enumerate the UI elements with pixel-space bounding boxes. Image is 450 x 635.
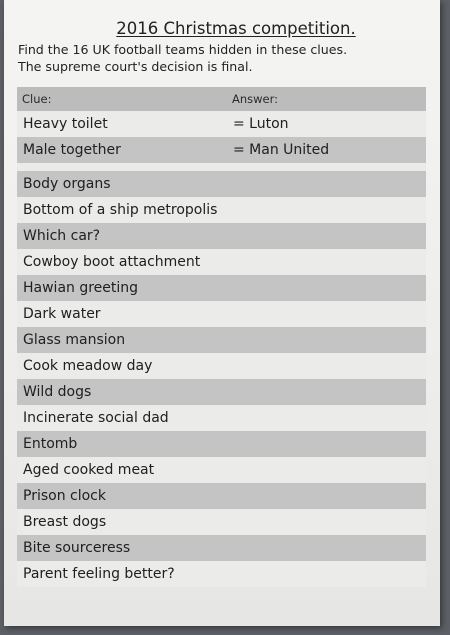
answer-column-header: Answer:	[232, 92, 279, 106]
table-row	[17, 275, 426, 301]
page-title: 2016 Christmas competition.	[116, 19, 356, 38]
instructions-line-2: The supreme court's decision is final.	[18, 58, 253, 74]
table-row	[17, 509, 426, 535]
table-header	[17, 87, 426, 111]
clue-cell: Breast dogs	[23, 514, 107, 530]
table-divider	[17, 163, 426, 171]
example-row	[17, 111, 426, 137]
clue-cell: Cook meadow day	[23, 358, 153, 374]
clue-cell: Prison clock	[23, 488, 106, 504]
instructions	[18, 42, 347, 75]
clue-cell: Bottom of a ship metropolis	[23, 202, 218, 218]
answer-cell: = Man United	[233, 142, 330, 158]
instructions-line-1: Find the 16 UK football teams hidden in these clues.	[18, 42, 348, 57]
table-row	[17, 405, 426, 431]
table-row	[17, 431, 426, 457]
clue-cell: Glass mansion	[23, 332, 126, 348]
clue-cell: Hawian greeting	[23, 280, 139, 296]
clue-cell: Parent feeling better?	[23, 566, 175, 582]
clue-cell: Wild dogs	[23, 384, 92, 400]
table-row	[17, 379, 426, 405]
table-row	[17, 197, 426, 223]
clue-cell: Entomb	[23, 436, 78, 452]
table-row	[17, 249, 426, 275]
table-row	[17, 561, 426, 587]
clue-column-header: Clue:	[22, 92, 52, 106]
table-row	[17, 223, 426, 249]
table-row	[17, 301, 426, 327]
clue-cell: Bite sourceress	[23, 540, 131, 556]
table-row	[17, 483, 426, 509]
table-row	[17, 171, 426, 197]
example-row	[17, 137, 426, 163]
answer-cell: = Luton	[233, 116, 289, 132]
clue-cell: Dark water	[23, 306, 101, 322]
clue-table	[17, 87, 426, 587]
clue-cell: Cowboy boot attachment	[23, 254, 201, 270]
clue-cell: Body organs	[23, 176, 111, 192]
competition-sheet	[4, 0, 440, 626]
clue-cell: Male together	[23, 142, 121, 158]
clue-cell: Aged cooked meat	[23, 462, 155, 478]
table-row	[17, 535, 426, 561]
table-row	[17, 327, 426, 353]
table-row	[17, 353, 426, 379]
clue-cell: Heavy toilet	[23, 116, 108, 132]
table-row	[17, 457, 426, 483]
clue-cell: Which car?	[23, 228, 101, 244]
clue-cell: Incinerate social dad	[23, 410, 169, 426]
